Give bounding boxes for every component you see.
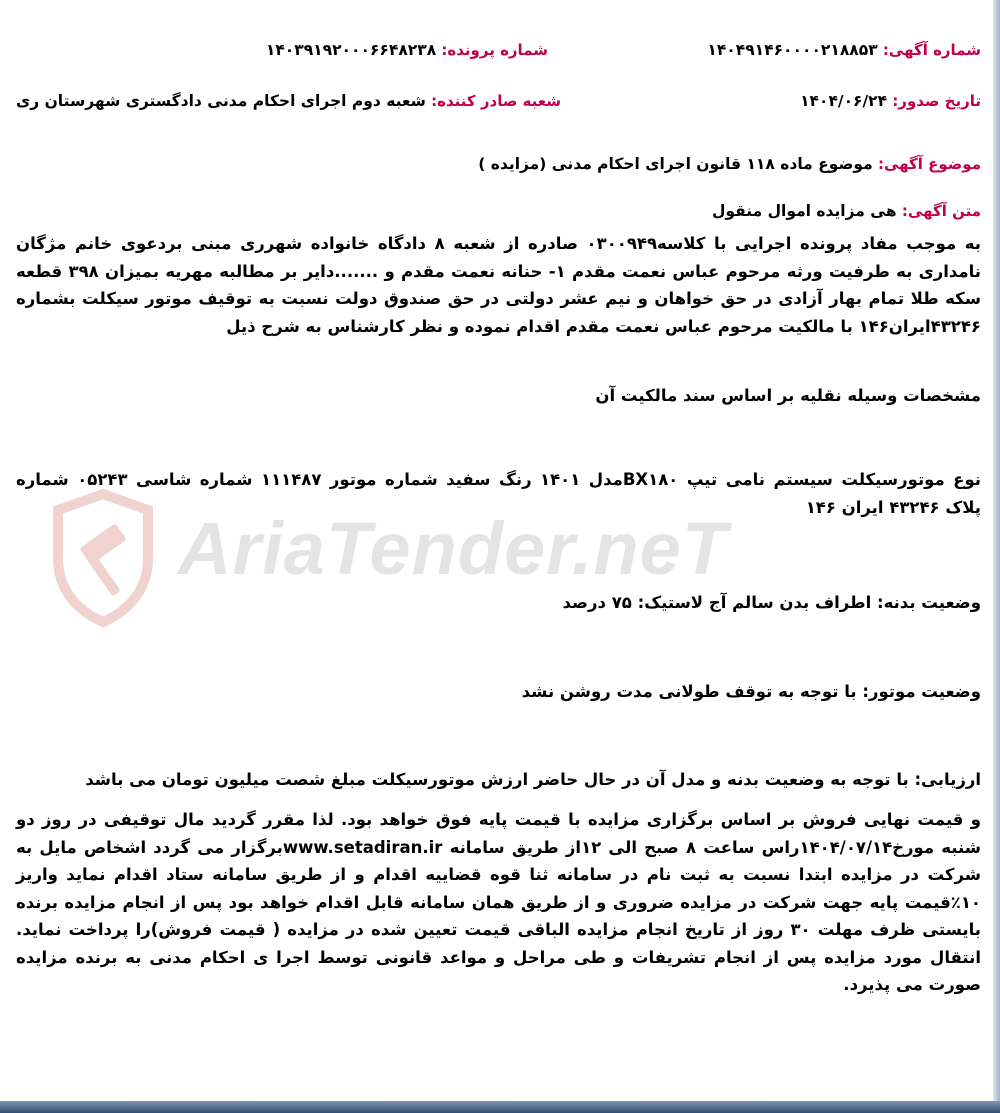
issue-date <box>800 91 981 111</box>
notice-number-label: شماره آگهی: <box>882 41 981 59</box>
paragraph-vehicle-spec: نوع موتورسیکلت سیستم نامی تیپ BX۱۸۰مدل ۱۴۰۱ رنگ سفید شماره موتور ۱۱۱۴۸۷ شماره شاسی ۰۵۲۴۳ شماره پلاک ۴۳۲۴۶ ایران ۱۴۶ <box>16 470 981 517</box>
case-number-label: شماره پرونده: <box>441 41 548 59</box>
notice-text-label: متن آگهی: <box>901 202 981 220</box>
paragraph-engine-condition: وضعیت موتور: با توجه به توقف طولانی مدت روشن نشد <box>521 682 981 701</box>
issue-date-label: تاریخ صدور: <box>892 92 981 110</box>
paragraph-auction-terms: و قیمت نهایی فروش بر اساس برگزاری مزایده با قیمت پایه فوق خواهد بود. لذا مقرر گردید مال توقیفی در روز دو شنبه مورخ۱۴۰۴/۰۷/۱۴راس ساعت ۸ صبح الی ۱۲از طریق سامانه www.setadiran.irبرگزار می گردد اشخاص مایل به شرکت در مزایده ابتدا نسبت به ثبت نام در سامانه ثنا قوه قضاییه اقدام و از طریق سامانه ستاد اقدام نماید واریز ۱۰٪قیمت پایه جهت شرکت در مزایده ضروری و از طریق همان سامانه قابل اقدام خواهد بود پس از انجام مزایده برنده بایستی ظرف مهلت ۳۰ روز از تاریخ انجام مزایده الباقی قیمت تعیین شده در مزایده ( قیمت فروش)را پرداخت نماید. انتقال مورد مزایده پس از انجام تشریفات و طی مراحل و مواعد قانونی توسط اجرا ی احکام مدنی به برنده مزایده صورت می پذیرد. <box>16 810 981 994</box>
paragraph-body-condition: وضعیت بدنه: اطراف بدن سالم آج لاستیک: ۷۵ درصد <box>562 593 981 612</box>
issuer-value: شعبه دوم اجرای احکام مدنی دادگستری شهرستان ری <box>16 92 426 110</box>
window-edge-right <box>993 0 1000 1113</box>
notice-number-value: ۱۴۰۴۹۱۴۶۰۰۰۰۲۱۸۸۵۳ <box>707 41 878 59</box>
window-edge-bottom <box>0 1101 1000 1113</box>
notice-text-heading <box>712 201 981 221</box>
watermark-text: AriaTender.neT <box>178 507 728 590</box>
case-number-value: ۱۴۰۳۹۱۹۲۰۰۰۶۶۴۸۲۳۸ <box>265 41 437 59</box>
paragraph-valuation: ارزیابی: با توجه به وضعیت بدنه و مدل آن در حال حاضر ارزش موتورسیکلت مبلغ شصت میلیون تومان می باشد <box>85 770 981 789</box>
subject-value: موضوع ماده ۱۱۸ قانون اجرای احکام مدنی (مزایده ) <box>478 155 873 173</box>
paragraph-case-details: به موجب مفاد پرونده اجرایی با کلاسه۰۳۰۰۹۴۹ صادره از شعبه ۸ دادگاه خانواده شهرری مبنی بردعوی خانم مژگان نامداری به طرفیت ورثه مرحوم عباس نعمت مقدم ۱- حنانه نعمت مقدم و .......دایر بر مطالبه مهریه بمیزان ۳۹۸ قطعه سکه طلا تمام بهار آزادی در حق خواهان و نیم عشر دولتی در حق صندوق دولت نسبت به توقیف موتور سیکلت بشماره ۴۳۲۴۶ایران۱۴۶ با مالکیت مرحوم عباس نعمت مقدم اقدام نموده و نظر کارشناس به شرح ذیل <box>16 234 982 336</box>
subject-label: موضوع آگهی: <box>877 155 981 173</box>
issue-date-value: ۱۴۰۴/۰۶/۲۴ <box>800 92 888 110</box>
paragraph-vehicle-spec-heading: مشخصات وسیله نقلیه بر اساس سند مالکیت آن <box>595 386 981 405</box>
notice-number <box>707 40 981 60</box>
issuer <box>16 91 561 111</box>
subject <box>478 154 981 174</box>
case-number <box>266 40 548 60</box>
notice-text-value: هی مزایده اموال منقول <box>711 202 897 220</box>
issuer-label: شعبه صادر کننده: <box>431 92 561 110</box>
